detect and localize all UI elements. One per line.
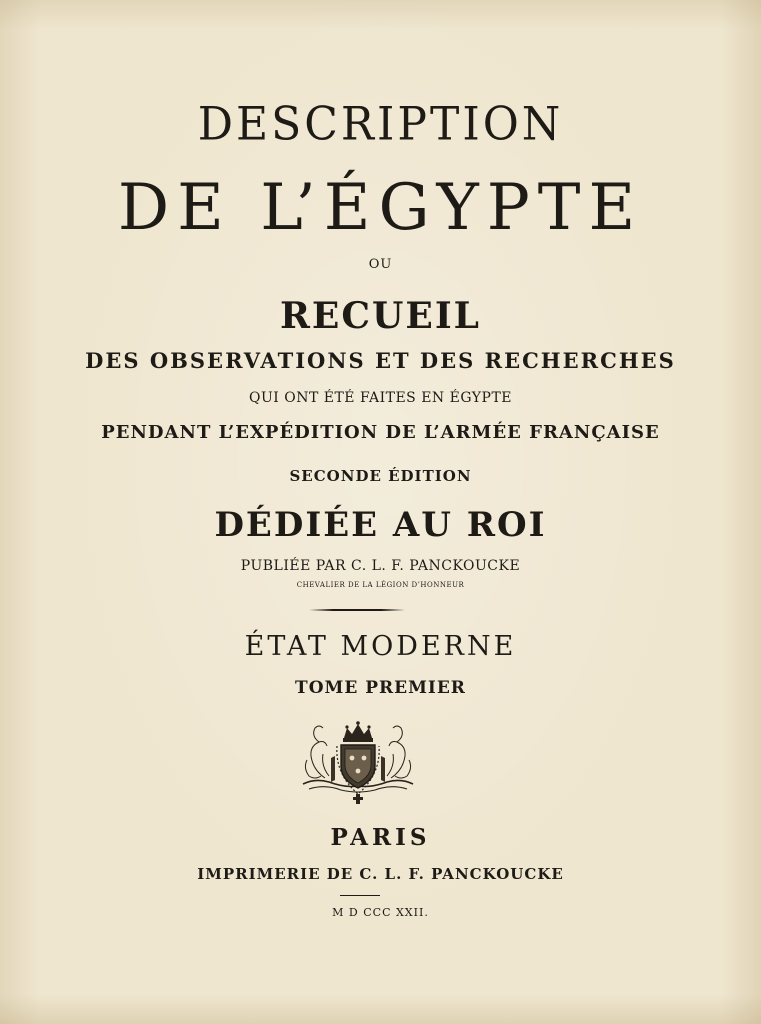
imprint-printer: IMPRIMERIE DE C. L. F. PANCKOUCKE [197,865,564,883]
title-de-legypte: DE L’ÉGYPTE [117,171,644,245]
imprint-city: PARIS [330,824,431,851]
title-ou: OU [368,257,393,272]
imprint-divider [340,895,380,896]
imprint-year: M D CCC XXII. [332,906,429,919]
subtitle-observations: DES OBSERVATIONS ET DES RECHERCHES [85,348,676,373]
subtitle-faites-en-egypte: QUI ONT ÉTÉ FAITES EN ÉGYPTE [248,390,513,406]
subtitle-expedition: PENDANT L’EXPÉDITION DE L’ARMÉE FRANÇAISE [101,422,660,443]
publisher-label: PUBLIÉE PAR C. L. F. PANCKOUCKE [240,558,521,574]
title-recueil: RECUEIL [280,295,481,337]
ornamental-divider [309,609,405,611]
edition-label: SECONDE ÉDITION [289,467,472,485]
publisher-honor-label: CHEVALIER DE LA LÉGION D’HONNEUR [296,581,465,589]
dedication-label: DÉDIÉE AU ROI [214,505,547,545]
title-description: DESCRIPTION [197,97,564,152]
volume-label: TOME PREMIER [295,678,466,698]
section-title: ÉTAT MODERNE [244,631,517,662]
royal-coat-of-arms-icon [295,718,421,806]
